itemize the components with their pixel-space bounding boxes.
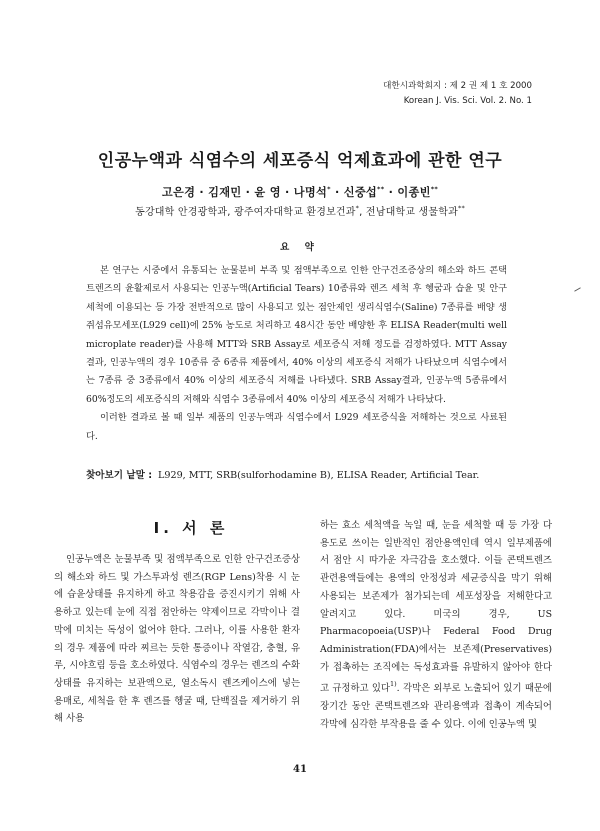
abstract-paragraph-2: 이러한 결과로 볼 때 일부 제품의 인공누액과 식염수에서 L929 세포증식을 저해하는 것으로 사료된다. [86,412,507,442]
journal-english: Korean J. Vis. Sci. Vol. 2. No. 1 [403,96,532,106]
author-mark-3: ** [430,185,439,193]
keywords-label: 찾아보기 낱말 : [86,470,153,481]
right-column [320,517,552,733]
journal-korean: 대한시과학회지 : 제 2 권 제 1 호 2000 [383,81,532,91]
author-mark-1: * [327,185,331,193]
affiliation-mark-1: * [355,204,360,212]
intro-paragraph-right [320,517,552,733]
abstract-body [86,262,507,446]
keywords-text: L929, MTT, SRB(sulforhodamine B), ELISA Reader, Artificial Tear. [158,470,480,481]
paper-title: 인공누액과 식염수의 세포증식 억제효과에 관한 연구 [97,151,503,171]
authors-part-2: · 신중섭 [330,186,378,199]
section-heading-introduction: Ⅰ. 서 론 [153,519,229,537]
left-column [54,551,300,728]
margin-mark [574,287,581,291]
affiliations [0,203,600,218]
keywords-block [86,467,507,484]
affiliation-main: 동강대학 안경광학과, 광주여자대학교 환경보건과 [135,207,356,218]
authors-part-3: · 이종빈 [384,186,431,199]
citation-mark: 1) [390,680,397,689]
journal-citation [383,79,532,109]
intro-right-text-a: 하는 효소 세척액을 녹일 때, 눈을 세척할 때 등 가장 다용도로 쓰이는 일반적인 점안용액인데 역시 일부제품에서 점안 시 따가운 자극감을 호소했다. 이들 콘택트렌즈 관련용액들에는 용액의 안정성과 세균증식을 막기 위해 사용되는 보존제가 첨가되는데 세포성장을 저해한다고 알려지고 있다. 미국의 경우, US Pharmacopoeia(USP)나 Federal Food Drug Administration(FDA)에서는 보존제(Preservatives)가 접촉하는 조직에는 독성효과를 유발하지 않아야 한다고 규정하고 있다 [320,520,552,695]
author-mark-2: ** [377,185,385,193]
authors-main: 고은경 · 김재민 · 윤 영 · 나명석 [161,186,328,199]
affiliation-mark-2: ** [458,204,465,212]
affiliation-part-2: , 전남대학교 생물학과 [359,207,458,218]
intro-paragraph-left: 인공누액은 눈물부족 및 점액부족으로 인한 안구건조증상의 해소와 하드 및 가스투과성 렌즈(RGP Lens)착용 시 눈에 습윤상태를 유지하게 하고 착용감을 증진시키기 위해 사용하고 있는데 눈에 직접 점안하는 약제이므로 각막이나 결막에 미치는 독성이 없어야 한다. 그러나, 이를 사용한 환자의 경우 제품에 따라 찌르는 듯한 통증이나 작열감, 충혈, 유루, 시야흐림 등을 호소하였다. 식염수의 경우는 렌즈의 수화상태를 유지하는 보관액으로, 열소독시 렌즈케이스에 넣는 용매로, 세척을 한 후 렌즈를 헹굴 때, 단백질을 제거하기 위해 사용 [54,554,300,725]
abstract-heading: 요 약 [280,242,320,253]
intro-right-text-b: . 각막은 외부로 노출되어 있기 때문에 장기간 동안 콘택트렌즈와 관리용액과 접촉이 계속되어 각막에 심각한 부작용을 줄 수 있다. 이에 인공누액 및 [320,683,552,730]
page-number: 41 [293,764,307,775]
author-list [0,184,600,200]
abstract-paragraph-1: 본 연구는 시중에서 유통되는 눈물분비 부족 및 점액부족으로 인한 안구건조증상의 해소와 하드 콘택트렌즈의 윤활제로서 사용되는 인공누액(Artificial Tears) 10종류와 렌즈 세척 후 헹굼과 습윤 및 안구 세척에 이용되는 등 가장 전반적으로 많이 사용되고 있는 점안제인 생리식염수(Saline) 7종류를 배양 생쥐섬유모세포(L929 cell)에 25% 농도로 처리하고 48시간 동안 배양한 후 ELISA Reader(multi well microplate reader)를 사용해 MTT와 SRB Assay로 세포증식 저해 정도를 검정하였다. MTT Assay결과, 인공누액의 경우 10종류 중 6종류 제품에서, 40% 이상의 세포증식 저해가 나타났으며 식염수에서는 7종류 중 3종류에서 40% 이상의 세포증식 저해를 나타냈다. SRB Assay결과, 인공누액 5종류에서 60%정도의 세포증식의 저해와 식염수 3종류에서 40% 이상의 세포증식 저해가 나타났다. [86,265,507,405]
